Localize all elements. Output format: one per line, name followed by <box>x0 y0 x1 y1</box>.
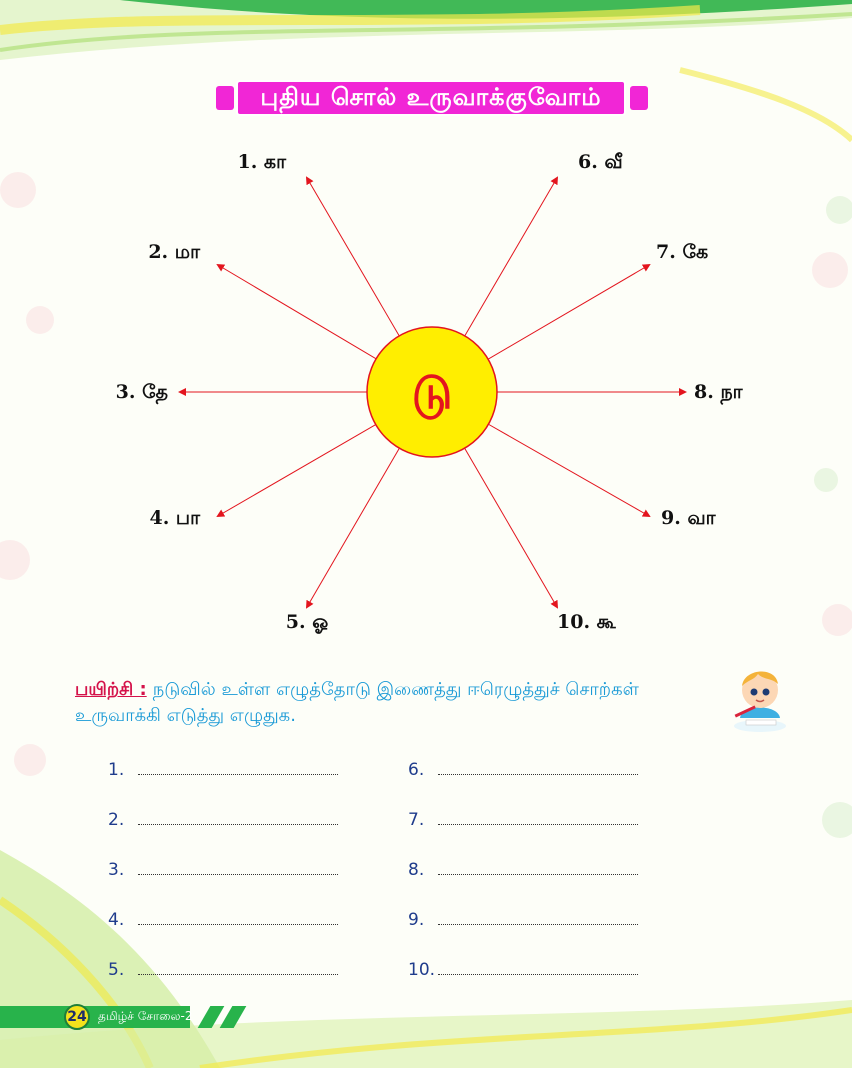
spoke-arrow-5 <box>307 448 399 607</box>
answer-blank[interactable] <box>138 870 338 875</box>
answer-line-2[interactable] <box>108 800 338 830</box>
spoke-label-10: 10. கூ <box>557 611 616 633</box>
answer-number: 5. <box>108 960 125 980</box>
answer-blank[interactable] <box>438 920 638 925</box>
spoke-arrow-2 <box>218 265 376 359</box>
answer-blank[interactable] <box>138 770 338 775</box>
exercise-instruction <box>75 677 725 729</box>
page-footer <box>0 1006 260 1028</box>
answer-number: 3. <box>108 860 125 880</box>
banner-left-cap <box>216 86 234 110</box>
spoke-arrow-7 <box>488 265 649 359</box>
answer-blank[interactable] <box>438 820 638 825</box>
answer-line-8[interactable] <box>408 850 638 880</box>
spoke-label-5: 5. ஓ <box>285 611 329 633</box>
spoke-label-1: 1. கா <box>237 151 286 173</box>
answer-number: 10. <box>408 960 436 980</box>
word-wheel-diagram <box>0 130 852 650</box>
answer-line-1[interactable] <box>108 750 338 780</box>
spoke-arrow-9 <box>488 424 649 516</box>
spoke-label-6: 6. வீ <box>578 151 623 173</box>
answer-blank[interactable] <box>438 770 638 775</box>
answer-blank[interactable] <box>138 970 338 975</box>
spoke-label-4: 4. பா <box>149 507 200 529</box>
answer-blank[interactable] <box>138 820 338 825</box>
answer-blank[interactable] <box>438 970 638 975</box>
exercise-label: பயிற்சி : <box>75 679 147 700</box>
center-letter: டு <box>411 365 453 419</box>
exercise-text: நடுவில் உள்ள எழுத்தோடு இணைத்து ஈரெழுத்துச் சொற்கள் உருவாக்கி எடுத்து எழுதுக. <box>75 679 639 726</box>
answer-blank[interactable] <box>438 870 638 875</box>
writing-child-illustration <box>728 662 792 734</box>
spoke-arrow-10 <box>465 448 557 607</box>
banner-right-cap <box>630 86 648 110</box>
page-title: புதிய சொல் உருவாக்குவோம் <box>236 80 626 116</box>
spoke-arrow-4 <box>218 425 376 516</box>
answer-number: 2. <box>108 810 125 830</box>
spoke-arrow-6 <box>465 178 557 336</box>
answer-line-7[interactable] <box>408 800 638 830</box>
spoke-label-7: 7. கே <box>656 241 709 263</box>
answer-line-6[interactable] <box>408 750 638 780</box>
answer-line-10[interactable] <box>408 950 638 980</box>
page-number: 24 <box>64 1004 90 1030</box>
answer-lines <box>108 750 668 990</box>
answer-number: 1. <box>108 760 125 780</box>
answer-number: 4. <box>108 910 125 930</box>
answer-number: 9. <box>408 910 425 930</box>
answer-line-9[interactable] <box>408 900 638 930</box>
spoke-arrow-1 <box>307 178 399 336</box>
spoke-label-8: 8. நா <box>694 381 743 403</box>
book-title: தமிழ்ச் சோலை-2 <box>98 1009 193 1023</box>
answer-number: 7. <box>408 810 425 830</box>
answer-number: 6. <box>408 760 425 780</box>
spoke-label-2: 2. மா <box>148 241 200 263</box>
title-banner <box>212 78 662 118</box>
answer-blank[interactable] <box>138 920 338 925</box>
answer-line-4[interactable] <box>108 900 338 930</box>
answer-line-3[interactable] <box>108 850 338 880</box>
answer-number: 8. <box>408 860 425 880</box>
footer-stripe <box>220 1006 247 1028</box>
answer-line-5[interactable] <box>108 950 338 980</box>
spoke-label-9: 9. வா <box>661 507 716 529</box>
spoke-label-3: 3. தே <box>115 381 168 403</box>
